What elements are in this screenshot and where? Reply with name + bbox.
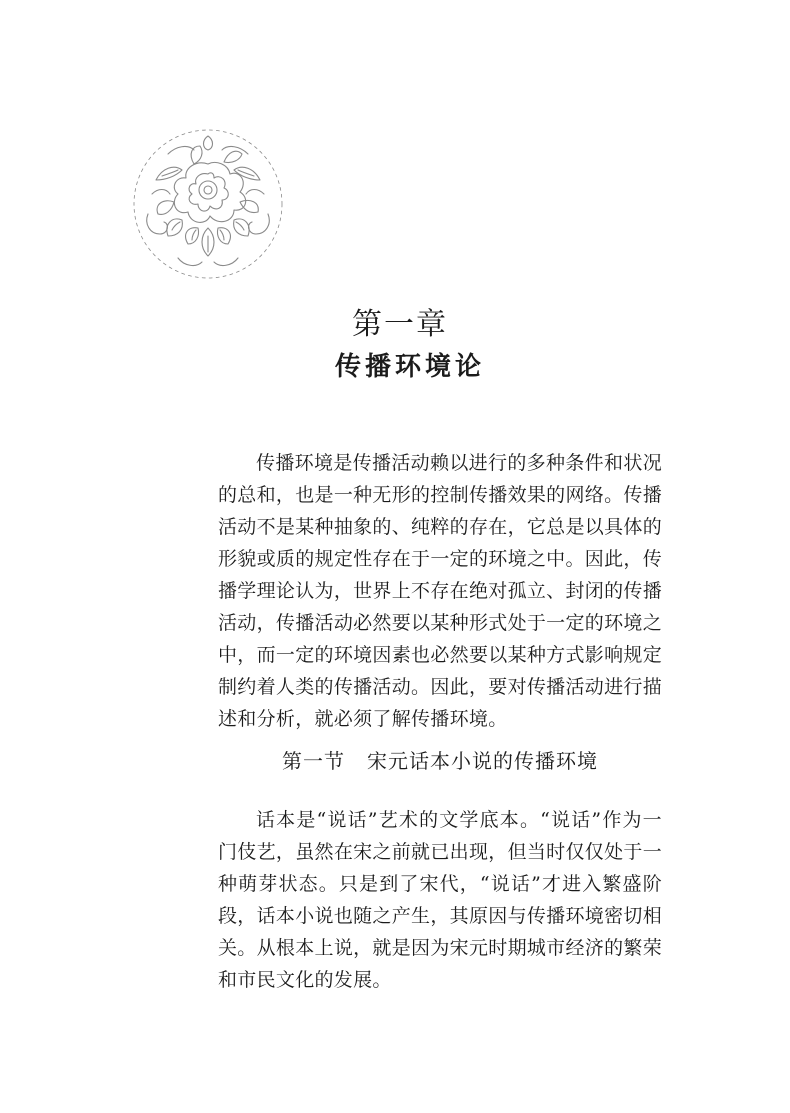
chapter-number-heading: 第一章 <box>352 307 448 342</box>
intro-paragraph: 传播环境是传播活动赖以进行的多种条件和状况的总和，也是一种无形的控制传播效果的网络。传播活动不是某种抽象的、纯粹的存在，它总是以具体的形貌或质的规定性存在于一定的环境之中。因此，传播学理论认为，世界上不存在绝对孤立、封闭的传播活动，传播活动必然要以某种形式处于一定的环境之中，而一定的环境因素也必然要以某种方式影响规定制约着人类的传播活动。因此，要对传播活动进行描述和分析，就必须了解传播环境。 <box>218 452 662 730</box>
section-number: 第一节 <box>282 749 345 773</box>
section-paragraph: 话本是“说话”艺术的文学底本。“说话”作为一门伎艺，虽然在宋之前就已出现，但当时仅仅处于一种萌芽状态。只是到了宋代，“说话”才进入繁盛阶段，话本小说也随之产生，其原因与传播环境密切相关。从根本上说，就是因为宋元时期城市经济的繁荣和市民文化的发展。 <box>218 809 662 991</box>
floral-medallion-ornament <box>128 124 288 284</box>
section-heading <box>218 746 662 776</box>
section-title: 宋元话本小说的传播环境 <box>367 749 598 773</box>
chapter-title: 传播环境论 <box>334 352 485 382</box>
